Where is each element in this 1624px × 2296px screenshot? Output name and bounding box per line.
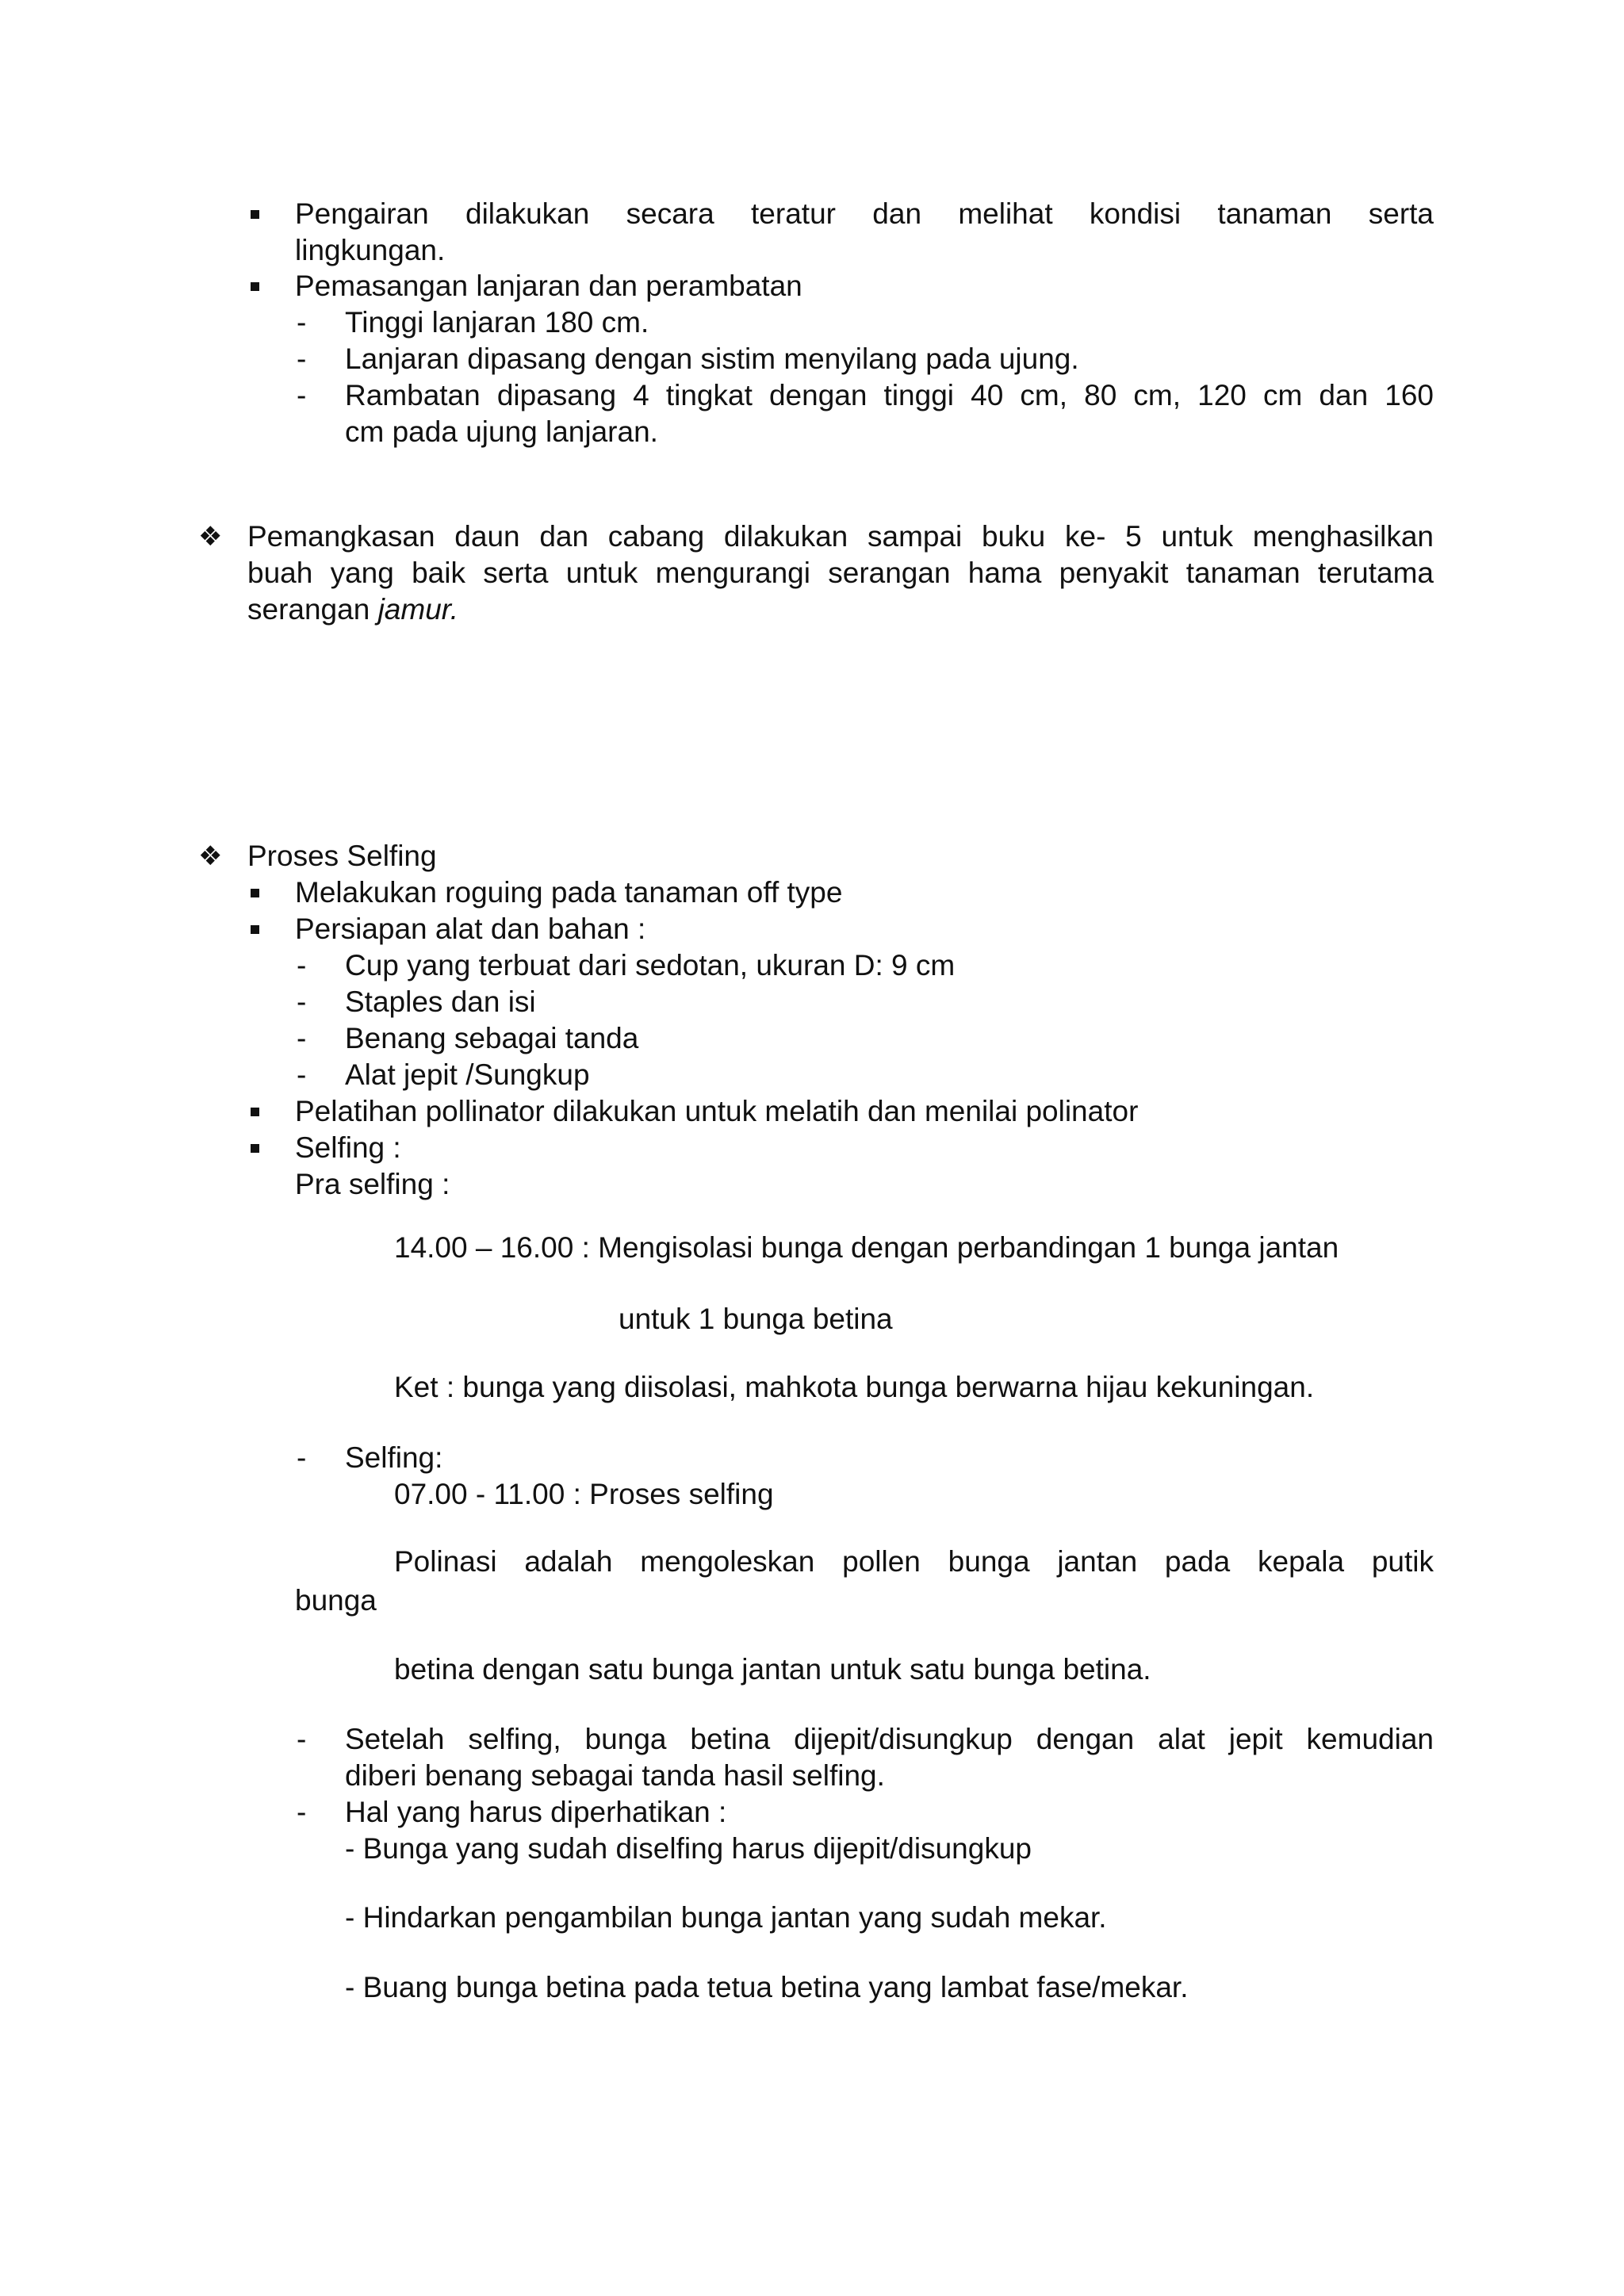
after-selfing-line2: diberi benang sebagai tanda hasil selfing. xyxy=(345,1759,885,1792)
dash-marker: - xyxy=(297,949,307,982)
polinasi-line3: betina dengan satu bunga jantan untuk satu bunga betina. xyxy=(394,1653,1151,1686)
prep-item-cup: Cup yang terbuat dari sedotan, ukuran D: 9 cm xyxy=(345,949,956,982)
bullet-irrigation-line2: lingkungan. xyxy=(295,234,446,266)
bullet-square xyxy=(251,925,259,934)
pruning-italic-word: jamur. xyxy=(377,593,459,626)
pruning-line1: Pemangkasan daun dan cabang dilakukan sampai buku ke- 5 untuk menghasilkan xyxy=(247,520,1434,553)
after-selfing-line1: Setelah selfing, bunga betina dijepit/disungkup dengan alat jepit kemudian xyxy=(345,1723,1434,1755)
dash-marker: - xyxy=(297,1022,307,1054)
prep-item-thread: Benang sebagai tanda xyxy=(345,1022,639,1054)
bullet-pollinator-training: Pelatihan pollinator dilakukan untuk melatih dan menilai polinator xyxy=(295,1095,1139,1127)
bullet-square xyxy=(251,1144,259,1153)
notes-title: Hal yang harus diperhatikan : xyxy=(345,1796,727,1828)
bullet-irrigation-line1: Pengairan dilakukan secara teratur dan melihat kondisi tanaman serta xyxy=(295,197,1434,230)
note-item-discard-late: - Buang bunga betina pada tetua betina yang lambat fase/mekar. xyxy=(345,1971,1189,2003)
dash-marker: - xyxy=(297,1441,307,1474)
bullet-square xyxy=(251,889,259,897)
prep-item-staples: Staples dan isi xyxy=(345,985,536,1018)
selfing-section-title: Proses Selfing xyxy=(247,840,437,872)
dash-item-height: Tinggi lanjaran 180 cm. xyxy=(345,306,649,339)
note-item-clamped: - Bunga yang sudah diselfing harus dijepit/disungkup xyxy=(345,1832,1032,1865)
dash-marker: - xyxy=(297,306,307,339)
bullet-square xyxy=(251,282,259,291)
bullet-trellis: Pemasangan lanjaran dan perambatan xyxy=(295,270,802,302)
bullet-selfing: Selfing : xyxy=(295,1131,401,1164)
bullet-roguing: Melakukan roguing pada tanaman off type xyxy=(295,876,843,909)
bullet-square xyxy=(251,1108,259,1116)
note-item-avoid-bloomed: - Hindarkan pengambilan bunga jantan yang sudah mekar. xyxy=(345,1901,1107,1934)
pra-selfing-note: Ket : bunga yang diisolasi, mahkota bunga berwarna hijau kekuningan. xyxy=(394,1371,1315,1403)
pruning-line2: buah yang baik serta untuk mengurangi serangan hama penyakit tanaman terutama xyxy=(247,557,1434,589)
pruning-line3-text: serangan xyxy=(247,593,378,626)
dash-marker: - xyxy=(297,379,307,411)
pra-selfing-time: 14.00 – 16.00 : Mengisolasi bunga dengan perbandingan 1 bunga jantan xyxy=(394,1231,1339,1264)
pruning-line3 xyxy=(247,591,458,628)
selfing-label: Selfing: xyxy=(345,1441,443,1474)
pra-selfing-label: Pra selfing : xyxy=(295,1168,450,1200)
dash-marker: - xyxy=(297,985,307,1018)
dash-item-crossing: Lanjaran dipasang dengan sistim menyilang pada ujung. xyxy=(345,342,1079,375)
dash-item-levels-line1: Rambatan dipasang 4 tingkat dengan tinggi 40 cm, 80 cm, 120 cm dan 160 xyxy=(345,379,1434,411)
diamond-bullet-icon: ❖ xyxy=(198,840,223,872)
prep-item-clamp: Alat jepit /Sungkup xyxy=(345,1058,590,1091)
selfing-time: 07.00 - 11.00 : Proses selfing xyxy=(394,1478,774,1510)
dash-item-levels-line2: cm pada ujung lanjaran. xyxy=(345,415,658,448)
dash-marker: - xyxy=(297,1723,307,1755)
dash-marker: - xyxy=(297,1796,307,1828)
dash-marker: - xyxy=(297,342,307,375)
polinasi-line2: bunga xyxy=(295,1584,377,1617)
dash-marker: - xyxy=(297,1058,307,1091)
bullet-square xyxy=(251,210,259,219)
polinasi-line1: Polinasi adalah mengoleskan pollen bunga jantan pada kepala putik xyxy=(394,1545,1434,1578)
diamond-bullet-icon: ❖ xyxy=(198,521,223,553)
pra-selfing-continuation: untuk 1 bunga betina xyxy=(619,1303,893,1335)
bullet-preparation: Persiapan alat dan bahan : xyxy=(295,913,646,945)
